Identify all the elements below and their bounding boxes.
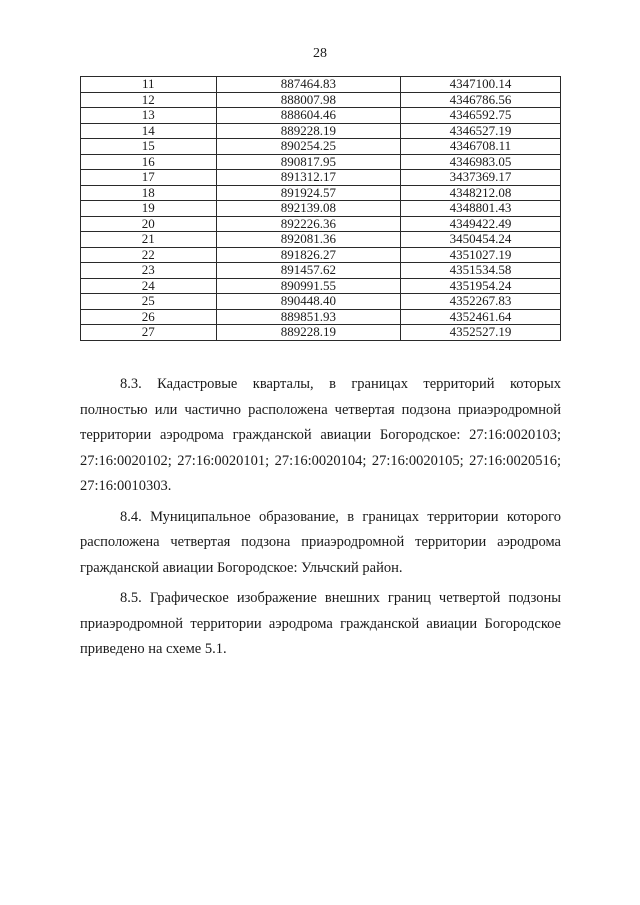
x-coordinate-cell: 891312.17 xyxy=(216,170,401,186)
coordinates-table-body xyxy=(81,77,561,341)
x-coordinate-cell: 889851.93 xyxy=(216,309,401,325)
y-coordinate-cell: 4352527.19 xyxy=(401,325,561,341)
y-coordinate-cell: 3437369.17 xyxy=(401,170,561,186)
point-number-cell: 25 xyxy=(81,294,217,310)
coordinates-table xyxy=(80,76,561,341)
point-number-cell: 23 xyxy=(81,263,217,279)
point-number-cell: 26 xyxy=(81,309,217,325)
table-row xyxy=(81,294,561,310)
point-number-cell: 27 xyxy=(81,325,217,341)
x-coordinate-cell: 890448.40 xyxy=(216,294,401,310)
table-row xyxy=(81,123,561,139)
table-row xyxy=(81,92,561,108)
point-number-cell: 12 xyxy=(81,92,217,108)
document-body-text xyxy=(80,372,561,668)
point-number-cell: 21 xyxy=(81,232,217,248)
table-row xyxy=(81,247,561,263)
y-coordinate-cell: 4348212.08 xyxy=(401,185,561,201)
y-coordinate-cell: 4346708.11 xyxy=(401,139,561,155)
y-coordinate-cell: 4346527.19 xyxy=(401,123,561,139)
x-coordinate-cell: 889228.19 xyxy=(216,325,401,341)
point-number-cell: 11 xyxy=(81,77,217,93)
x-coordinate-cell: 890254.25 xyxy=(216,139,401,155)
y-coordinate-cell: 4349422.49 xyxy=(401,216,561,232)
x-coordinate-cell: 891924.57 xyxy=(216,185,401,201)
point-number-cell: 16 xyxy=(81,154,217,170)
table-row xyxy=(81,216,561,232)
y-coordinate-cell: 4351954.24 xyxy=(401,278,561,294)
page-number: 28 xyxy=(313,46,327,61)
x-coordinate-cell: 889228.19 xyxy=(216,123,401,139)
table-row xyxy=(81,278,561,294)
x-coordinate-cell: 892081.36 xyxy=(216,232,401,248)
table-row xyxy=(81,170,561,186)
paragraph-8-3: 8.3. Кадастровые кварталы, в границах территорий которых полностью или частично расположена четвертая подзона приаэродромной территории аэродрома гражданской авиации Богородское: 27:16:0020103; 27:16:0020102; 27:16:0020101; 27:16:0020104; 27:16:0020105; 27:16:0020516; 27:16:0010303. xyxy=(80,376,561,494)
point-number-cell: 20 xyxy=(81,216,217,232)
point-number-cell: 22 xyxy=(81,247,217,263)
point-number-cell: 17 xyxy=(81,170,217,186)
x-coordinate-cell: 890991.55 xyxy=(216,278,401,294)
table-row xyxy=(81,154,561,170)
table-row xyxy=(81,77,561,93)
table-row xyxy=(81,185,561,201)
x-coordinate-cell: 888007.98 xyxy=(216,92,401,108)
x-coordinate-cell: 892226.36 xyxy=(216,216,401,232)
y-coordinate-cell: 4351534.58 xyxy=(401,263,561,279)
x-coordinate-cell: 888604.46 xyxy=(216,108,401,124)
x-coordinate-cell: 892139.08 xyxy=(216,201,401,217)
x-coordinate-cell: 890817.95 xyxy=(216,154,401,170)
table-row xyxy=(81,263,561,279)
y-coordinate-cell: 4347100.14 xyxy=(401,77,561,93)
y-coordinate-cell: 4346592.75 xyxy=(401,108,561,124)
y-coordinate-cell: 3450454.24 xyxy=(401,232,561,248)
table-row xyxy=(81,232,561,248)
table-row xyxy=(81,108,561,124)
x-coordinate-cell: 891826.27 xyxy=(216,247,401,263)
y-coordinate-cell: 4352267.83 xyxy=(401,294,561,310)
y-coordinate-cell: 4352461.64 xyxy=(401,309,561,325)
y-coordinate-cell: 4346983.05 xyxy=(401,154,561,170)
x-coordinate-cell: 887464.83 xyxy=(216,77,401,93)
x-coordinate-cell: 891457.62 xyxy=(216,263,401,279)
y-coordinate-cell: 4346786.56 xyxy=(401,92,561,108)
point-number-cell: 13 xyxy=(81,108,217,124)
point-number-cell: 24 xyxy=(81,278,217,294)
point-number-cell: 19 xyxy=(81,201,217,217)
table-row xyxy=(81,325,561,341)
table-row xyxy=(81,139,561,155)
paragraph-8-5: 8.5. Графическое изображение внешних границ четвертой подзоны приаэродромной территории аэродрома гражданской авиации Богородское приведено на схеме 5.1. xyxy=(80,590,561,657)
table-row xyxy=(81,309,561,325)
table-row xyxy=(81,201,561,217)
paragraph-8-4: 8.4. Муниципальное образование, в границах территории которого расположена четвертая подзона приаэродромной территории аэродрома гражданской авиации Богородское: Ульчский район. xyxy=(80,508,561,576)
point-number-cell: 18 xyxy=(81,185,217,201)
y-coordinate-cell: 4351027.19 xyxy=(401,247,561,263)
point-number-cell: 15 xyxy=(81,139,217,155)
y-coordinate-cell: 4348801.43 xyxy=(401,201,561,217)
point-number-cell: 14 xyxy=(81,123,217,139)
